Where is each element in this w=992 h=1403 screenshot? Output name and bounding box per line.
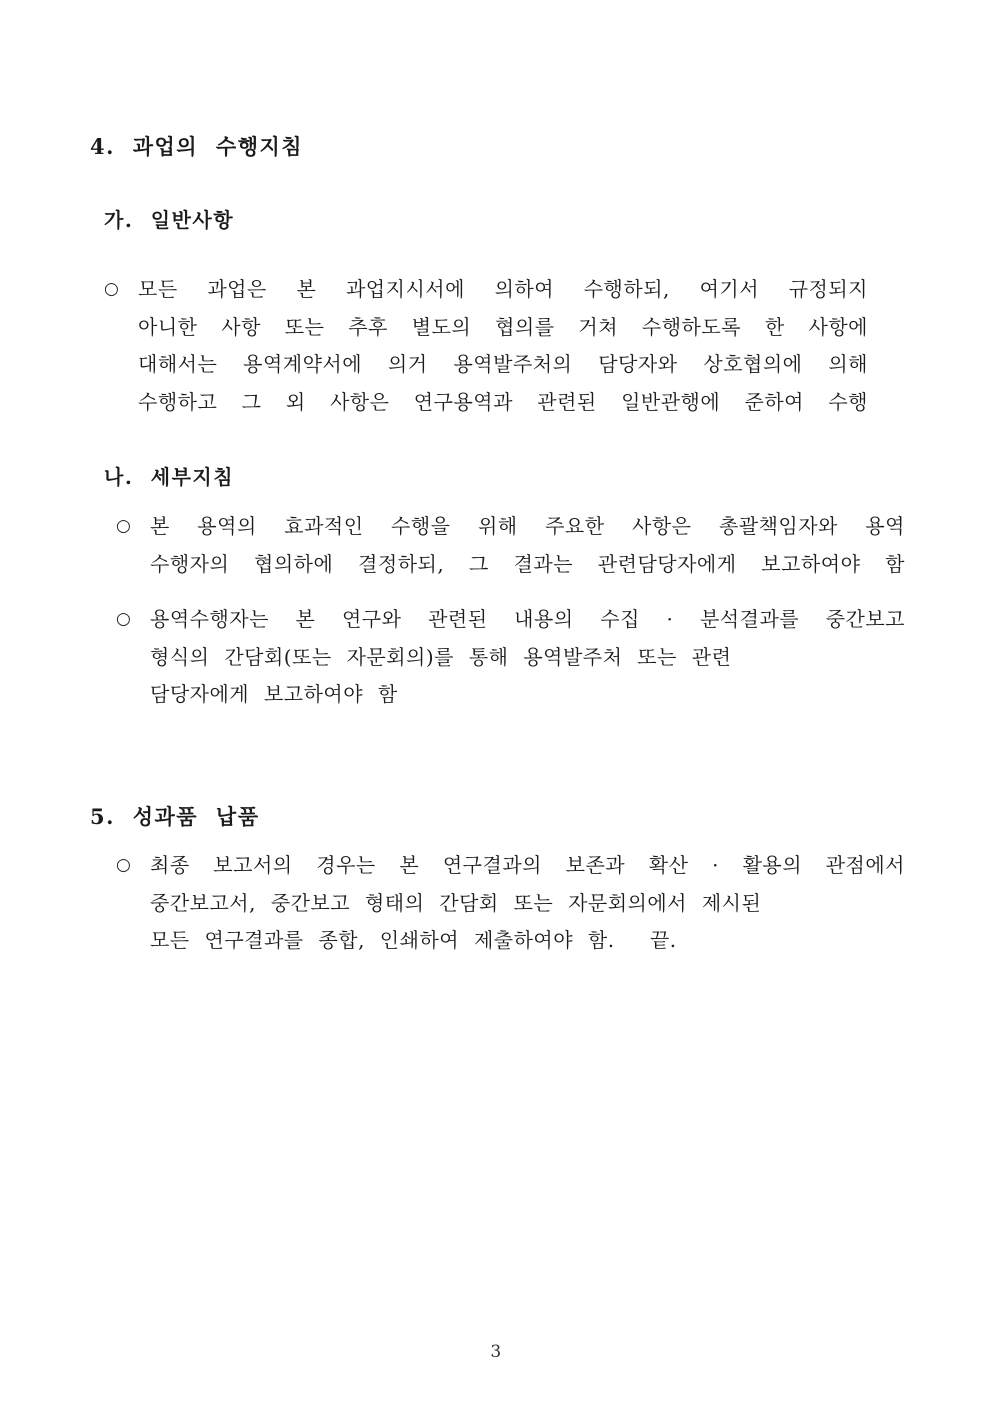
bullet-icon: ○ [104, 279, 119, 299]
text-line: 수행하고 그 외 사항은 연구용역과 관련된 일반관행에 준하여 수행 [138, 389, 868, 414]
paragraph-general-1 [104, 271, 868, 421]
bullet-icon: ○ [116, 855, 131, 875]
text-line: 담당자에게 보고하여야 함 [150, 682, 398, 707]
text-line: 본 용역의 효과적인 수행을 위해 주요한 사항은 총괄책임자와 용역 [150, 514, 905, 538]
paragraph-body [150, 847, 905, 960]
paragraph-detail-1 [116, 508, 905, 583]
text-line: 모든 연구결과를 종합, 인쇄하여 제출하여야 함. 끝. [150, 928, 677, 953]
paragraph-deliverable-1 [116, 847, 905, 960]
section-4b-heading: 나. 세부지침 [104, 465, 235, 489]
bullet-icon: ○ [116, 609, 131, 629]
paragraph-body [150, 601, 905, 714]
text-line: 최종 보고서의 경우는 본 연구결과의 보존과 확산 · 활용의 관점에서 [150, 853, 905, 877]
text-line: 중간보고서, 중간보고 형태의 간담회 또는 자문회의에서 제시된 [150, 890, 762, 915]
paragraph-detail-2 [116, 601, 905, 714]
text-line: 수행자의 협의하에 결정하되, 그 결과는 관련담당자에게 보고하여야 함 [150, 551, 905, 576]
paragraph-body [150, 508, 905, 583]
section-5-heading: 5. 성과품 납품 [90, 804, 260, 829]
text-line: 형식의 간담회(또는 자문회의)를 통해 용역발주처 또는 관련 [150, 644, 732, 669]
text-line: 모든 과업은 본 과업지시서에 의하여 수행하되, 여기서 규정되지 [138, 277, 868, 301]
text-line: 용역수행자는 본 연구와 관련된 내용의 수집 · 분석결과를 중간보고 [150, 607, 905, 631]
page-number: 3 [490, 1342, 502, 1362]
text-line: 아니한 사항 또는 추후 별도의 협의를 거쳐 수행하도록 한 사항에 [138, 314, 868, 339]
text-line: 대해서는 용역계약서에 의거 용역발주처의 담당자와 상호협의에 의해 [138, 352, 868, 377]
bullet-icon: ○ [116, 516, 131, 536]
section-4-heading: 4. 과업의 수행지침 [90, 134, 304, 159]
paragraph-body [138, 271, 868, 421]
section-4a-heading: 가. 일반사항 [104, 208, 235, 232]
